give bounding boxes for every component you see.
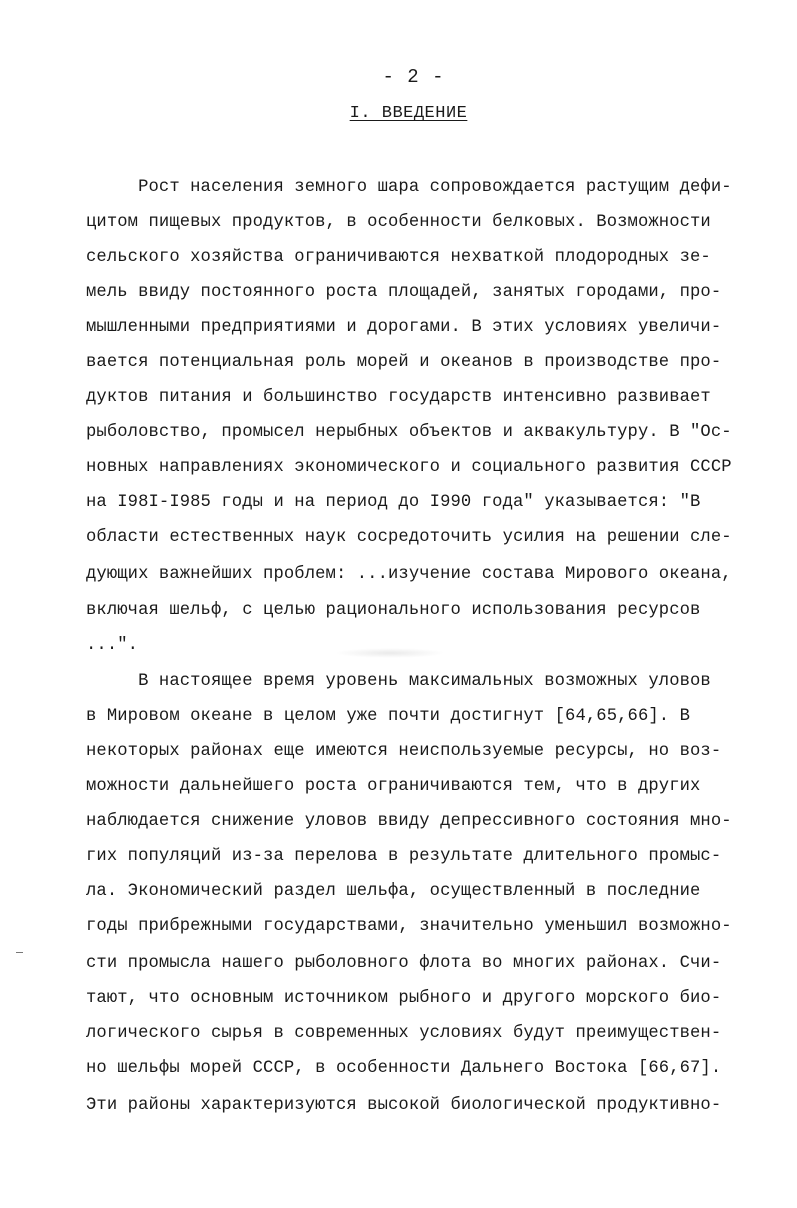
margin-mark [16, 952, 23, 953]
text-line: сти промысла нашего рыболовного флота во многих районах. Счи- [86, 954, 722, 973]
text-line: на I98I-I985 годы и на период до I990 года" указывается: "В [86, 493, 701, 512]
text-line: годы прибрежными государствами, значительно уменьшил возможно- [86, 917, 732, 936]
scan-smudge [335, 648, 445, 658]
text-line: области естественных наук сосредоточить усилия на решении сле- [86, 528, 732, 547]
text-line: ла. Экономический раздел шельфа, осуществленный в последние [86, 882, 701, 901]
text-line: Рост населения земного шара сопровождается растущим дефи- [86, 178, 732, 197]
text-line: в Мировом океане в целом уже почти достигнут [64,65,66]. В [86, 707, 691, 726]
text-line: цитом пищевых продуктов, в особенности белковых. Возможности [86, 213, 711, 232]
section-heading-text: I. ВВЕДЕНИЕ [349, 104, 468, 123]
text-line: некоторых районах еще имеются неиспользуемые ресурсы, но воз- [86, 742, 722, 761]
text-line: новных направлениях экономического и социального развития СССР [86, 458, 732, 477]
text-line: Эти районы характеризуются высокой биологической продуктивно- [86, 1096, 722, 1115]
text-line: рыболовство, промысел нерыбных объектов и аквакультуру. В "Ос- [86, 423, 732, 442]
text-line: наблюдается снижение уловов ввиду депрессивного состояния мно- [86, 812, 732, 831]
text-line: сельского хозяйства ограничиваются нехваткой плодородных зе- [86, 248, 711, 267]
text-line: тают, что основным источником рыбного и другого морского био- [86, 989, 722, 1008]
text-line: ...". [86, 636, 139, 655]
text-line: гих популяций из-за перелова в результате длительного промыс- [86, 847, 722, 866]
text-line: мель ввиду постоянного роста площадей, занятых городами, про- [86, 283, 722, 302]
text-line: мышленными предприятиями и дорогами. В этих условиях увеличи- [86, 318, 722, 337]
page-number: - 2 - [382, 66, 445, 88]
text-line: дуктов питания и большинство государств интенсивно развивает [86, 388, 711, 407]
text-line: но шельфы морей СССР, в особенности Дальнего Востока [66,67]. [86, 1059, 722, 1078]
text-line: вается потенциальная роль морей и океанов в производстве про- [86, 353, 722, 372]
text-line: включая шельф, с целью рационального использования ресурсов [86, 601, 701, 620]
text-line: дующих важнейших проблем: ...изучение состава Мирового океана, [86, 565, 732, 584]
text-line: В настоящее время уровень максимальных возможных уловов [86, 672, 711, 691]
text-line: логического сырья в современных условиях будут преимуществен- [86, 1024, 722, 1043]
section-heading [0, 104, 797, 123]
text-line: можности дальнейшего роста ограничиваются тем, что в других [86, 777, 701, 796]
